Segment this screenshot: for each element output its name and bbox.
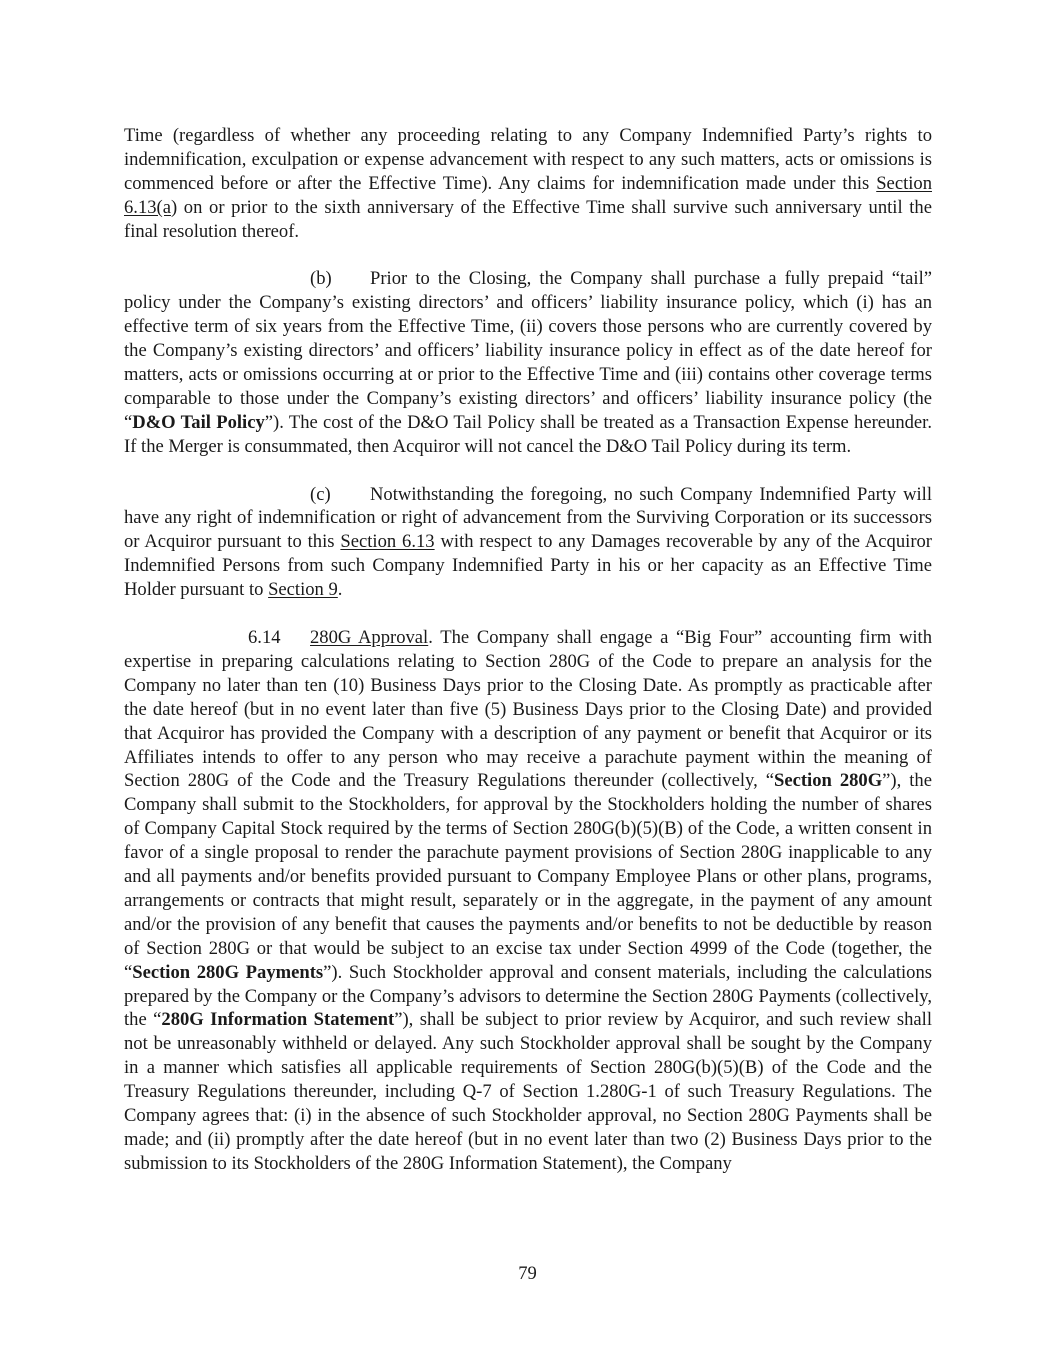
section-number: 6.14: [248, 626, 281, 648]
defined-term-section-280g-payments: Section 280G Payments: [132, 961, 324, 983]
section-6-13-reference[interactable]: Section 6.13: [340, 531, 435, 553]
defined-term-280g-information-statement: 280G Information Statement: [161, 1009, 395, 1031]
section-heading: 280G Approval: [310, 626, 429, 648]
section-6-13a-reference[interactable]: Section 6.13(a: [124, 172, 932, 218]
paragraph-b-label: (b): [310, 268, 332, 290]
defined-term-do-tail-policy: D&O Tail Policy: [132, 411, 265, 433]
section-6-14: 6.14 280G Approval. The Company shall engage a “Big Four” accounting firm with expertise in preparing calculations relating to Section 280G of the Code to prepare an analysis for the Company no later than ten (10) Business Days prior to the Closing Date. As promptly as practicable after the date hereof (but in no event later than five (5) Business Days prior to the Closing Date) and provided that Acquiror has provided the Company with a description of any payment or benefit that Acquiror or its Affiliates intends to offer to any person who may receive a parachute payment within the meaning of Section 280G of the Code and the Treasury Regulations thereunder (collectively, “Section 280G”), the Company shall submit to the Stockholders, for approval by the Stockholders holding the number of shares of Company Capital Stock required by the terms of Section 280G(b)(5)(B) of the Code, a written consent in favor of a single proposal to render the parachute payment provisions of Section 280G inapplicable to any and all payments and/or benefits provided pursuant to Company Employee Plans or other plans, programs, arrangements or contracts that might result, separately or in the aggregate, in the payment of any amount and/or the provision of any benefit that causes the payments and/or benefits to not be deductible by reason of Section 280G or that would be subject to an excise tax under Section 4999 of the Code (together, the “Section 280G Payments”). Such Stockholder approval and consent materials, including the calculations prepared by the Company or the Company’s advisors to determine the Section 280G Payments (collectively, the “280G Information Statement”), shall be subject to prior review by Acquiror, and such review shall not be unreasonably withheld or delayed. Any such Stockholder approval shall be sought by the Company in a manner which satisfies all applicable requirements of Section 280G(b)(5)(B) of the Code and the Treasury Regulations thereunder, including Q-7 of Section 1.280G-1 of such Treasury Regulations. The Company agrees that: (i) in the absence of such Stockholder approval, no Section 280G Payments shall be made; and (ii) promptly after the date hereof (but in no event later than two (2) Business Days prior to the submission to its Stockholders of the 280G Information Statement), the Company: [124, 626, 933, 1174]
paragraph-c: (c) Notwithstanding the foregoing, no such Company Indemnified Party will have any right of indemnification or right of advancement from the Surviving Corporation or its successors or Acquiror pursuant to this Section 6.13 with respect to any Damages recoverable by any of the Acquiror Indemnified Persons from such Company Indemnified Party in his or her capacity as an Effective Time Holder pursuant to Section 9.: [124, 483, 932, 601]
paragraph-b: (b) Prior to the Closing, the Company shall purchase a fully prepaid “tail” policy under the Company’s existing directors’ and officers’ liability insurance policy, which (i) has an effective term of six years from the Effective Time, (ii) covers those persons who are currently covered by the Company’s existing directors’ and officers’ liability insurance policy in effect as of the date hereof for matters, acts or omissions occurring at or prior to the Effective Time and (iii) contains other coverage terms comparable to those under the Company’s existing directors’ and officers’ liability insurance policy (the “D&O Tail Policy”). The cost of the D&O Tail Policy shall be treated as a Transaction Expense hereunder. If the Merger is consummated, then Acquiror will not cancel the D&O Tail Policy during its term.: [124, 268, 932, 457]
paragraph-c-label: (c): [310, 483, 331, 505]
continuation-paragraph: Time (regardless of whether any proceeding relating to any Company Indemnified Party’s rights to indemnification, exculpation or expense advancement with respect to any such matters, acts or omissions is commenced before or after the Effective Time). Any claims for indemnification made under this Section 6.13(a) on or prior to the sixth anniversary of the Effective Time shall survive such anniversary until the final resolution thereof.: [124, 125, 932, 242]
page-number: 79: [518, 1263, 537, 1284]
defined-term-section-280g: Section 280G: [773, 770, 883, 792]
section-9-reference[interactable]: Section 9: [268, 579, 338, 601]
document-page: [124, 124, 932, 1200]
